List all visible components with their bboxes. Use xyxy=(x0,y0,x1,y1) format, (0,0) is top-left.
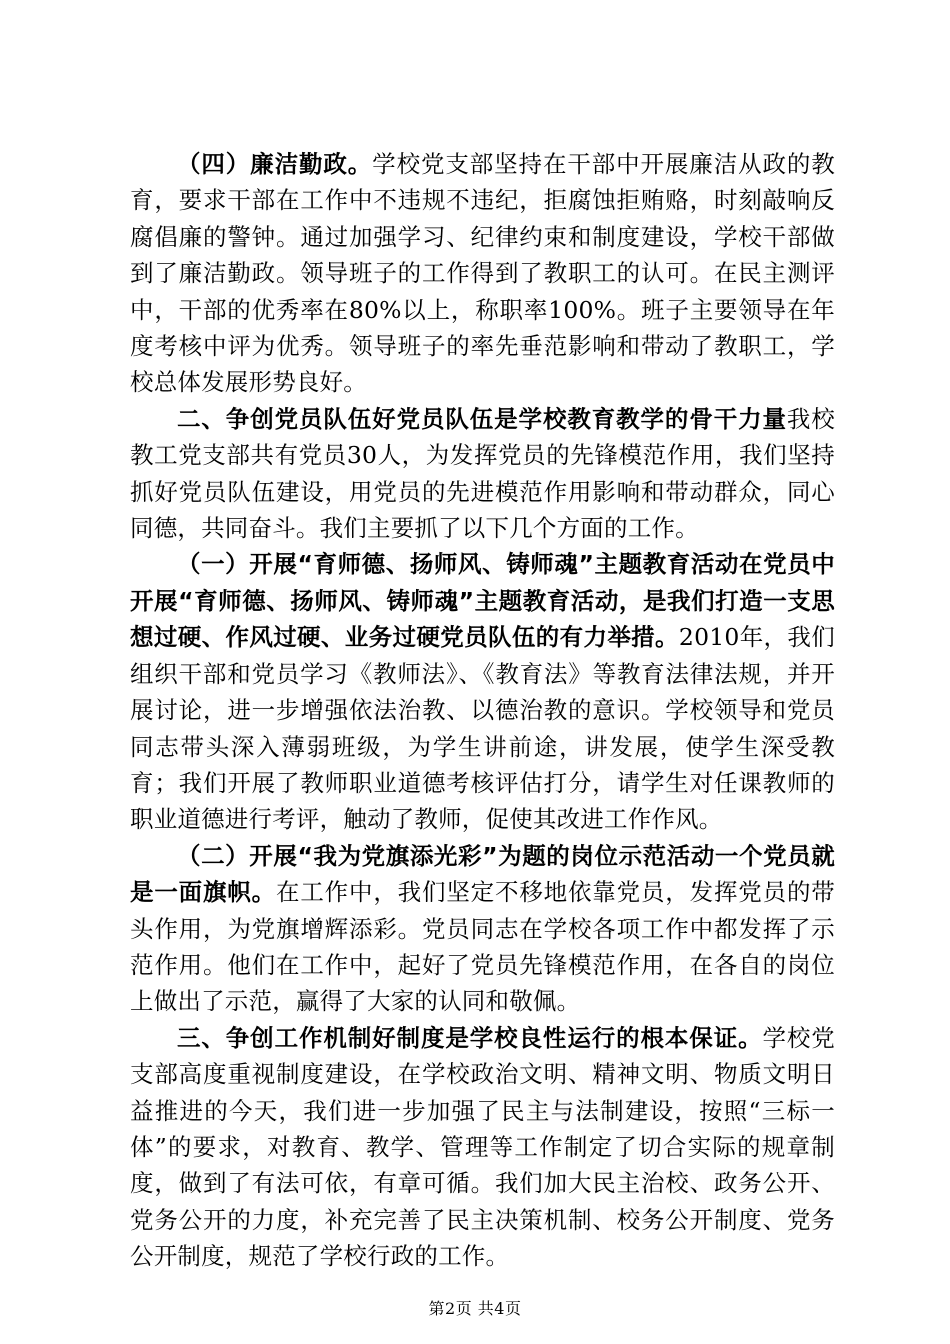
page-number-footer: 第2页 共4页 xyxy=(428,1299,522,1318)
paragraph-heading: （二）开展“我为党旗添光彩”为题的岗位示范活动一个党员就是一面旗帜。 xyxy=(130,841,835,907)
paragraph-ethics-education xyxy=(130,546,835,837)
document-body xyxy=(130,146,835,1275)
paragraph-party-team xyxy=(130,401,835,547)
paragraph-heading: （四）廉洁勤政。 xyxy=(177,150,373,178)
paragraph-text: 学校党支部坚持在干部中开展廉洁从政的教育，要求干部在工作中不违规不违纪，拒腐蚀拒贿赂，时刻敲响反腐倡廉的警钟。通过加强学习、纪律约束和制度建设，学校干部做到了廉洁勤政。领导班子的工作得到了教职工的认可。在民主测评中，干部的优秀率在80%以上，称职率100%。班子主要领导在年度考核中评为优秀。领导班子的率先垂范影响和带动了教职工，学校总体发展形势良好。 xyxy=(130,150,835,397)
section-heading: 三、争创工作机制好制度是学校良性运行的根本保证。 xyxy=(177,1023,763,1052)
paragraph-text: 在工作中，我们坚定不移地依靠党员，发挥党员的带头作用，为党旗增辉添彩。党员同志在学校各项工作中都发挥了示范作用。他们在工作中，起好了党员先锋模范作用，在各自的岗位上做出了示范，赢得了大家的认同和敬佩。 xyxy=(130,878,835,1016)
paragraph-text: 学校党支部高度重视制度建设，在学校政治文明、精神文明、物质文明日益推进的今天，我们进一步加强了民主与法制建设，按照“三标一体”的要求，对教育、教学、管理等工作制定了切合实际的规章制度，做到了有法可依，有章可循。我们加大民主治校、政务公开、党务公开的力度，补充完善了民主决策机制、校务公开制度、党务公开制度，规范了学校行政的工作。 xyxy=(130,1023,835,1271)
paragraph-integrity xyxy=(130,146,835,401)
section-heading: 二、争创党员队伍好党员队伍是学校教育教学的骨干力量 xyxy=(177,404,787,433)
paragraph-text: 我校教工党支部共有党员30人，为发挥党员的先锋模范作用，我们坚持抓好党员队伍建设，用党员的先进模范作用影响和带动群众，同心同德，共同奋斗。我们主要抓了以下几个方面的工作。 xyxy=(130,404,836,543)
paragraph-text: 2010年，我们组织干部和党员学习《教师法》、《教育法》等教育法律法规，并开展讨论，进一步增强依法治教、以德治教的意识。学校领导和党员同志带头深入薄弱班级，为学生讲前途，讲发展，使学生深受教育；我们开展了教师职业道德考核评估打分，请学生对任课教师的职业道德进行考评，触动了教师，促使其改进工作作风。 xyxy=(130,623,835,834)
paragraph-flag-activity xyxy=(130,838,835,1020)
paragraph-heading: （一）开展“育师德、扬师风、铸师魂”主题教育活动在党员中开展“育师德、扬师风、铸师魂”主题教育活动，是我们打造一支思想过硬、作风过硬、业务过硬党员队伍的有力举措。 xyxy=(130,550,835,652)
paragraph-mechanism xyxy=(130,1020,835,1275)
